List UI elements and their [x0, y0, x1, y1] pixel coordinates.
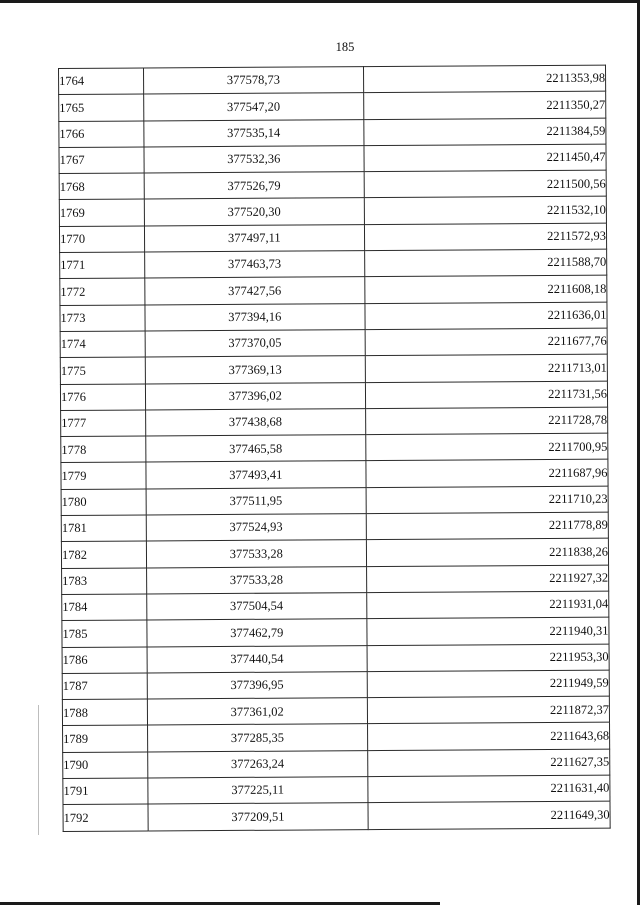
point-number-cell: 1783 — [62, 568, 147, 595]
x-coordinate-cell: 377394,16 — [145, 303, 365, 331]
x-coordinate-cell: 377465,58 — [145, 435, 365, 463]
point-number-cell: 1791 — [63, 778, 148, 805]
x-coordinate-cell: 377524,93 — [146, 514, 366, 542]
point-number-cell: 1785 — [62, 620, 147, 647]
y-coordinate-cell: 2211931,04 — [367, 591, 609, 619]
table-row — [63, 749, 610, 779]
table-row — [63, 775, 610, 805]
table-row — [61, 512, 608, 542]
y-coordinate-cell: 2211713,01 — [365, 354, 607, 382]
scan-border-top — [0, 0, 640, 3]
y-coordinate-cell: 2211949,59 — [367, 670, 609, 698]
table-row — [60, 381, 607, 411]
y-coordinate-cell: 2211500,56 — [364, 170, 606, 198]
point-number-cell: 1788 — [62, 699, 147, 726]
y-coordinate-cell: 2211731,56 — [365, 381, 607, 409]
x-coordinate-cell: 377225,11 — [148, 777, 368, 805]
table-row — [60, 276, 607, 306]
point-number-cell: 1776 — [60, 384, 145, 411]
point-number-cell: 1790 — [63, 752, 148, 779]
point-number-cell: 1766 — [59, 121, 144, 148]
point-number-cell: 1765 — [59, 94, 144, 121]
point-number-cell: 1792 — [63, 804, 148, 831]
x-coordinate-cell: 377209,51 — [148, 803, 368, 831]
point-number-cell: 1782 — [61, 541, 146, 568]
x-coordinate-cell: 377438,68 — [145, 408, 365, 436]
table-row — [63, 723, 610, 753]
table-row — [62, 617, 609, 647]
point-number-cell: 1778 — [61, 436, 146, 463]
y-coordinate-cell: 2211350,27 — [364, 91, 606, 119]
point-number-cell: 1769 — [59, 199, 144, 226]
table-row — [60, 354, 607, 384]
x-coordinate-cell: 377533,28 — [146, 540, 366, 568]
x-coordinate-cell: 377526,79 — [144, 172, 364, 200]
point-number-cell: 1772 — [60, 278, 145, 305]
y-coordinate-cell: 2211710,23 — [366, 486, 608, 514]
x-coordinate-cell: 377504,54 — [146, 593, 366, 621]
y-coordinate-cell: 2211953,30 — [367, 644, 609, 672]
y-coordinate-cell: 2211450,47 — [364, 144, 606, 172]
scan-margin-mark — [38, 705, 39, 835]
y-coordinate-cell: 2211838,26 — [366, 538, 608, 566]
y-coordinate-cell: 2211778,89 — [366, 512, 608, 540]
table-row — [62, 670, 609, 700]
point-number-cell: 1764 — [59, 68, 144, 95]
x-coordinate-cell: 377369,13 — [145, 356, 365, 384]
y-coordinate-cell: 2211649,30 — [368, 801, 610, 829]
x-coordinate-cell: 377396,02 — [145, 382, 365, 410]
y-coordinate-cell: 2211627,35 — [368, 749, 610, 777]
y-coordinate-cell: 2211608,18 — [365, 276, 607, 304]
table-row — [60, 328, 607, 358]
x-coordinate-cell: 377396,95 — [147, 671, 367, 699]
x-coordinate-cell: 377462,79 — [147, 619, 367, 647]
table-row — [62, 565, 609, 595]
y-coordinate-cell: 2211636,01 — [365, 302, 607, 330]
page-number: 185 — [335, 40, 355, 54]
table-row — [61, 538, 608, 568]
point-number-cell: 1767 — [59, 147, 144, 174]
table-row — [62, 696, 609, 726]
point-number-cell: 1789 — [63, 725, 148, 752]
y-coordinate-cell: 2211677,76 — [365, 328, 607, 356]
table-row — [61, 486, 608, 516]
y-coordinate-cell: 2211572,93 — [364, 223, 606, 251]
table-row — [62, 591, 609, 621]
x-coordinate-cell: 377361,02 — [147, 698, 367, 726]
table-row — [59, 223, 606, 253]
point-number-cell: 1775 — [60, 357, 145, 384]
y-coordinate-cell: 2211940,31 — [367, 617, 609, 645]
table-row — [59, 65, 606, 95]
point-number-cell: 1773 — [60, 305, 145, 332]
y-coordinate-cell: 2211353,98 — [363, 65, 605, 93]
x-coordinate-cell: 377440,54 — [147, 645, 367, 673]
table-row — [59, 118, 606, 148]
point-number-cell: 1770 — [59, 226, 144, 253]
x-coordinate-cell: 377532,36 — [144, 146, 364, 174]
x-coordinate-cell: 377263,24 — [147, 750, 367, 778]
x-coordinate-cell: 377520,30 — [144, 198, 364, 226]
x-coordinate-cell: 377370,05 — [145, 330, 365, 358]
x-coordinate-cell: 377427,56 — [144, 277, 364, 305]
coordinates-table-body — [59, 65, 611, 831]
x-coordinate-cell: 377535,14 — [144, 119, 364, 147]
x-coordinate-cell: 377547,20 — [143, 93, 363, 121]
x-coordinate-cell: 377463,73 — [144, 251, 364, 279]
point-number-cell: 1779 — [61, 462, 146, 489]
table-row — [60, 249, 607, 279]
y-coordinate-cell: 2211643,68 — [367, 723, 609, 751]
table-row — [61, 433, 608, 463]
point-number-cell: 1787 — [62, 673, 147, 700]
y-coordinate-cell: 2211927,32 — [366, 565, 608, 593]
x-coordinate-cell: 377493,41 — [146, 461, 366, 489]
coordinates-table — [58, 65, 611, 832]
table-row — [60, 302, 607, 332]
table-row — [61, 407, 608, 437]
point-number-cell: 1771 — [60, 252, 145, 279]
y-coordinate-cell: 2211872,37 — [367, 696, 609, 724]
y-coordinate-cell: 2211728,78 — [365, 407, 607, 435]
x-coordinate-cell: 377578,73 — [143, 67, 363, 95]
x-coordinate-cell: 377497,11 — [144, 224, 364, 252]
point-number-cell: 1784 — [62, 594, 147, 621]
table-row — [61, 460, 608, 490]
table-row — [59, 170, 606, 200]
table-row — [59, 91, 606, 121]
table-row — [62, 644, 609, 674]
y-coordinate-cell: 2211687,96 — [366, 460, 608, 488]
table-row — [59, 197, 606, 227]
y-coordinate-cell: 2211700,95 — [366, 433, 608, 461]
point-number-cell: 1774 — [60, 331, 145, 358]
y-coordinate-cell: 2211588,70 — [364, 249, 606, 277]
point-number-cell: 1780 — [61, 489, 146, 516]
point-number-cell: 1781 — [61, 515, 146, 542]
table-row — [59, 144, 606, 174]
x-coordinate-cell: 377533,28 — [146, 566, 366, 594]
y-coordinate-cell: 2211532,10 — [364, 197, 606, 225]
point-number-cell: 1777 — [61, 410, 146, 437]
point-number-cell: 1786 — [62, 647, 147, 674]
y-coordinate-cell: 2211384,59 — [364, 118, 606, 146]
x-coordinate-cell: 377285,35 — [147, 724, 367, 752]
point-number-cell: 1768 — [59, 173, 144, 200]
x-coordinate-cell: 377511,95 — [146, 487, 366, 515]
y-coordinate-cell: 2211631,40 — [368, 775, 610, 803]
table-row — [63, 801, 610, 831]
